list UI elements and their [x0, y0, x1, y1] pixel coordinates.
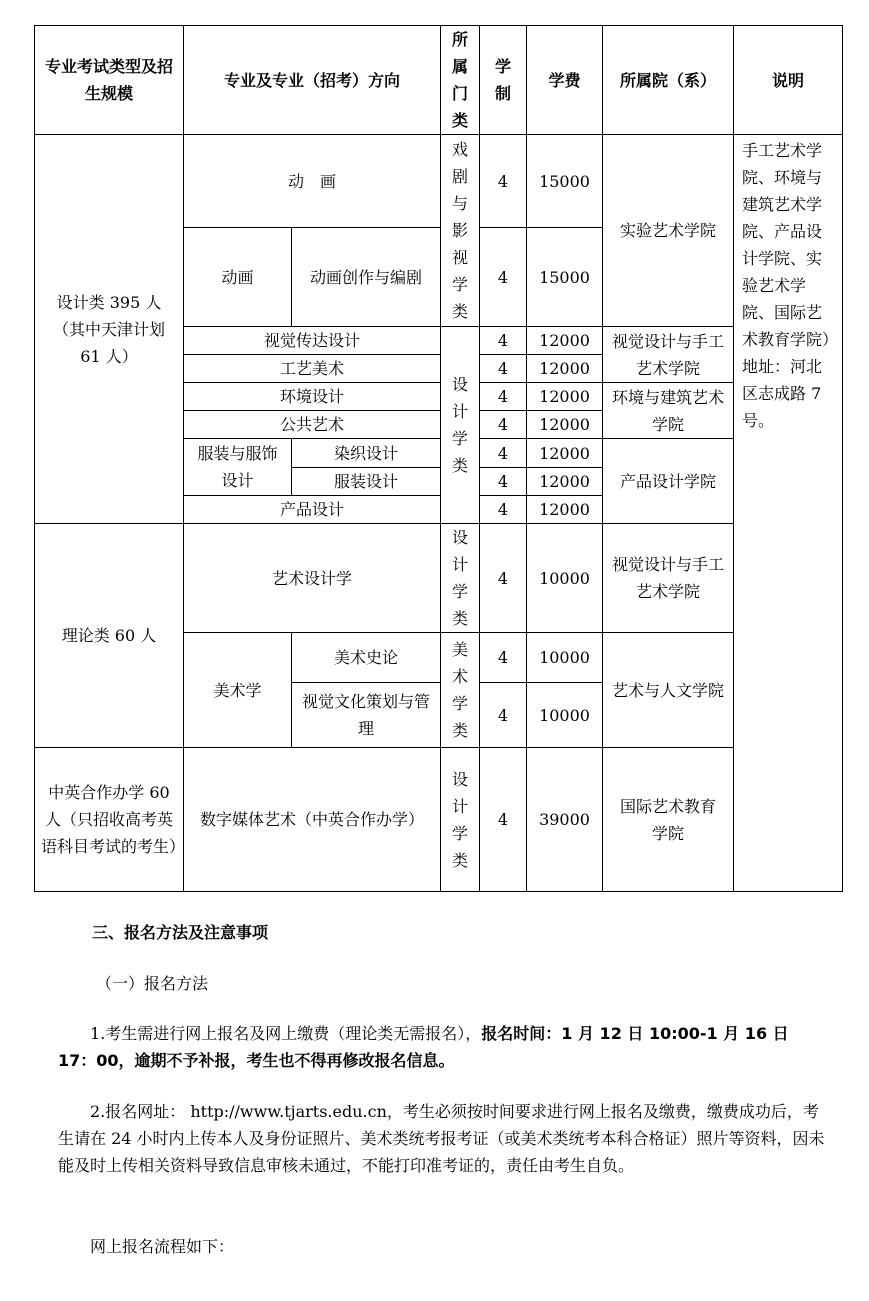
paragraph-1-text: 1.考生需进行网上报名及网上缴费（理论类无需报名）， — [90, 1024, 482, 1043]
years-cell: 4 — [480, 228, 527, 327]
fee-cell: 12000 — [527, 411, 603, 439]
direction-cell: 染织设计 — [292, 439, 441, 468]
fee-cell: 12000 — [527, 439, 603, 468]
years-cell: 4 — [480, 439, 527, 468]
years-cell: 4 — [480, 383, 527, 411]
years-cell: 4 — [480, 524, 527, 633]
fee-cell: 12000 — [527, 327, 603, 355]
fee-cell: 15000 — [527, 228, 603, 327]
fee-cell: 10000 — [527, 633, 603, 683]
header-note: 说明 — [734, 26, 843, 135]
major-cell: 美术学 — [184, 633, 292, 748]
fee-cell: 10000 — [527, 524, 603, 633]
category-cell: 设计学类 — [441, 524, 480, 633]
header-type: 专业考试类型及招生规模 — [35, 26, 184, 135]
header-row — [35, 26, 843, 135]
header-major: 专业及专业（招考）方向 — [184, 26, 441, 135]
category-cell: 设计学类 — [441, 327, 480, 524]
paragraph-1 — [58, 1020, 832, 1074]
note-cell: 手工艺术学院、环境与建筑艺术学院、产品设计学院、实验艺术学院、国际艺术教育学院）地址：河北区志成路 7 号。 — [734, 135, 843, 892]
subsection-title: （一）报名方法 — [96, 974, 209, 993]
paragraph-1-bold: 报名时间：1 月 12 日 10:00-1 月 16 日 17：00，逾期不予补报，考生也不得再修改报名信息。 — [58, 1024, 789, 1070]
dept-cell: 产品设计学院 — [603, 439, 734, 524]
category-cell: 戏剧与影视学类 — [441, 135, 480, 327]
years-cell: 4 — [480, 355, 527, 383]
dept-cell: 艺术与人文学院 — [603, 633, 734, 748]
table-row — [35, 748, 843, 892]
group-design: 设计类 395 人（其中天津计划 61 人） — [35, 135, 184, 524]
enrollment-table — [34, 25, 843, 892]
category-cell: 设计学类 — [441, 748, 480, 892]
group-theory: 理论类 60 人 — [35, 524, 184, 748]
years-cell: 4 — [480, 683, 527, 748]
major-cell: 工艺美术 — [184, 355, 441, 383]
section-title: 三、报名方法及注意事项 — [92, 923, 269, 942]
fee-cell: 12000 — [527, 355, 603, 383]
direction-cell: 美术史论 — [292, 633, 441, 683]
fee-cell: 10000 — [527, 683, 603, 748]
years-cell: 4 — [480, 468, 527, 496]
major-cell: 环境设计 — [184, 383, 441, 411]
years-cell: 4 — [480, 748, 527, 892]
category-cell: 美术学类 — [441, 633, 480, 748]
years-cell: 4 — [480, 327, 527, 355]
header-years: 学制 — [480, 26, 527, 135]
dept-cell: 环境与建筑艺术学院 — [603, 383, 734, 439]
years-cell: 4 — [480, 135, 527, 228]
major-cell: 动 画 — [184, 135, 441, 228]
years-cell: 4 — [480, 496, 527, 524]
table-row — [35, 524, 843, 633]
years-cell: 4 — [480, 411, 527, 439]
dept-cell: 国际艺术教育学院 — [603, 748, 734, 892]
dept-cell: 实验艺术学院 — [603, 135, 734, 327]
major-cell: 数字媒体艺术（中英合作办学） — [184, 748, 441, 892]
dept-cell: 视觉设计与手工艺术学院 — [603, 524, 734, 633]
direction-cell: 动画创作与编剧 — [292, 228, 441, 327]
major-cell: 公共艺术 — [184, 411, 441, 439]
fee-cell: 12000 — [527, 468, 603, 496]
fee-cell: 39000 — [527, 748, 603, 892]
header-dept: 所属院（系） — [603, 26, 734, 135]
fee-cell: 15000 — [527, 135, 603, 228]
paragraph-3: 网上报名流程如下： — [90, 1237, 235, 1256]
major-cell: 服装与服饰设计 — [184, 439, 292, 496]
header-category: 所属门类 — [441, 26, 480, 135]
header-fee: 学费 — [527, 26, 603, 135]
fee-cell: 12000 — [527, 496, 603, 524]
direction-cell: 服装设计 — [292, 468, 441, 496]
direction-cell: 视觉文化策划与管理 — [292, 683, 441, 748]
years-cell: 4 — [480, 633, 527, 683]
fee-cell: 12000 — [527, 383, 603, 411]
table-row — [35, 135, 843, 228]
dept-cell: 视觉设计与手工艺术学院 — [603, 327, 734, 383]
major-cell: 视觉传达设计 — [184, 327, 441, 355]
group-coop: 中英合作办学 60 人（只招收高考英语科目考试的考生） — [35, 748, 184, 892]
paragraph-2: 2.报名网址： http://www.tjarts.edu.cn，考生必须按时间要求进行网上报名及缴费，缴费成功后，考生请在 24 小时内上传本人及身份证照片、美术类统考报考证（或美术类统考本科合格证）照片等资料，因未能及时上传相关资料导致信息审核未通过，不能打印准考证的，责任由考生自负。 — [58, 1102, 825, 1175]
major-cell: 产品设计 — [184, 496, 441, 524]
major-cell: 动画 — [184, 228, 292, 327]
major-cell: 艺术设计学 — [184, 524, 441, 633]
